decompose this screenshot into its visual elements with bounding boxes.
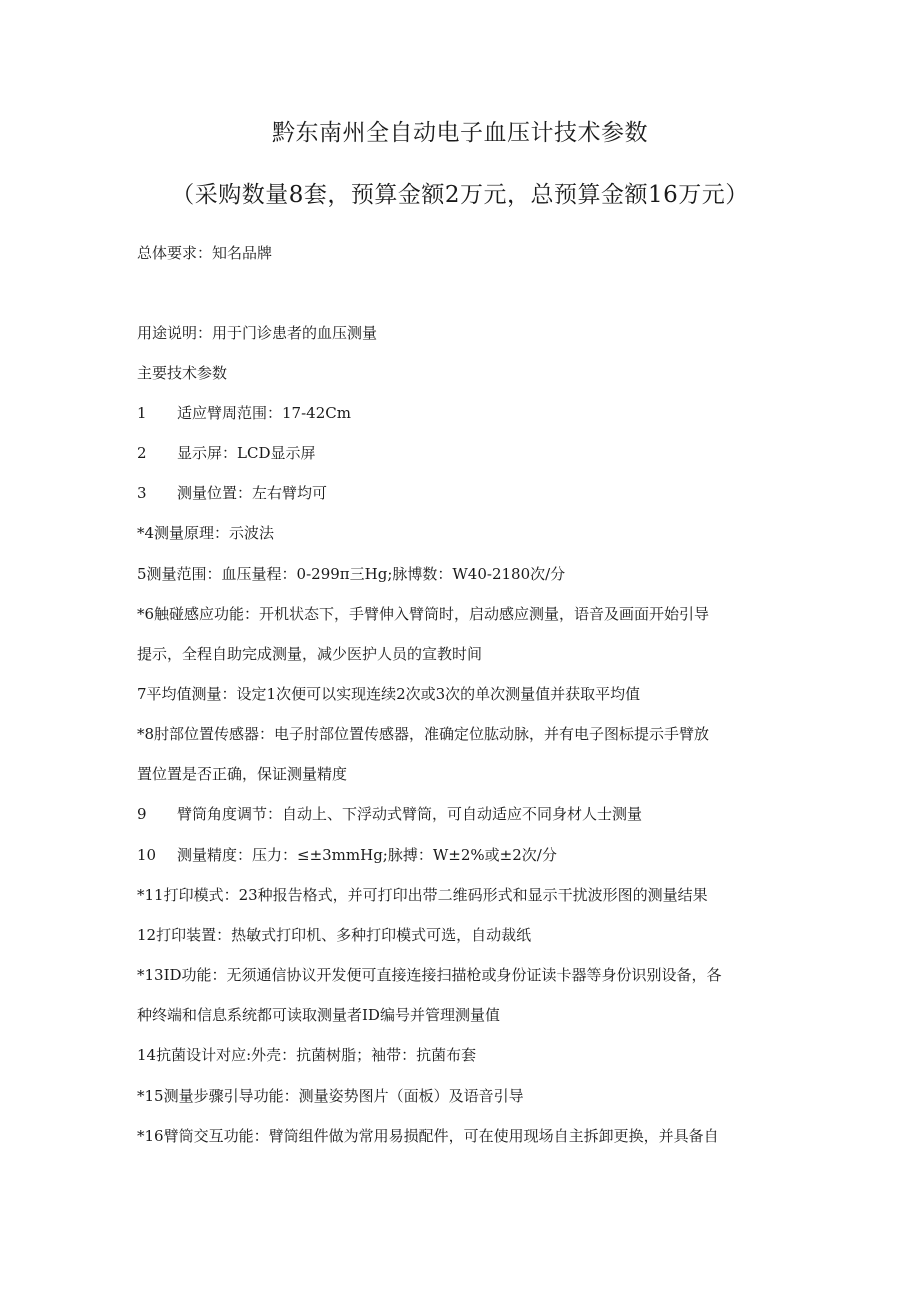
param-text: 适应臂周范围：17-42Cm	[177, 404, 351, 422]
main-params-heading: 主要技术参数	[137, 364, 228, 382]
param-text: 测量精度：压力：≤±3mmHg;脉搏：W±2%或±2次/分	[177, 846, 557, 864]
document-subtitle: （采购数量8套，预算金额2万元，总预算金额16万元）	[171, 182, 749, 208]
param-line: 种终端和信息系统都可读取测量者ID编号并管理测量值	[137, 1006, 500, 1024]
param-line: 5测量范围：血压量程：0-299π三Hg;脉博数：W40-2180次/分	[137, 565, 566, 583]
param-number: 2	[137, 444, 147, 462]
param-line: *16臂筒交互功能：臂筒组件做为常用易损配件，可在使用现场自主拆卸更换，并具备自	[137, 1127, 719, 1145]
param-number: 3	[137, 484, 147, 502]
param-item	[137, 844, 757, 866]
param-line: *4测量原理：示波法	[137, 524, 275, 542]
param-item	[137, 803, 757, 825]
param-item	[137, 482, 757, 504]
document-title: 黔东南州全自动电子血压计技术参数	[272, 120, 648, 146]
param-line: *6触碰感应功能：开机状态下，手臂伸入臂筒时，启动感应测量，语音及画面开始引导	[137, 605, 710, 623]
param-line: 提示，全程自助完成测量，减少医护人员的宣教时间	[137, 645, 483, 663]
param-line: *15测量步骤引导功能：测量姿势图片（面板）及语音引导	[137, 1087, 524, 1105]
param-number: 10	[137, 846, 157, 864]
param-line: *11打印模式：23种报告格式，并可打印出带二维码形式和显示干扰波形图的测量结果	[137, 886, 708, 904]
param-number: 9	[137, 805, 147, 823]
param-line: 12打印装置：热敏式打印机、多种打印模式可选，自动裁纸	[137, 926, 532, 944]
param-text: 测量位置：左右臂均可	[177, 484, 328, 502]
general-requirement: 总体要求：知名品牌	[137, 244, 273, 262]
param-number: 1	[137, 404, 147, 422]
param-line: *8肘部位置传感器：电子肘部位置传感器，准确定位肱动脉，并有电子图标提示手臂放	[137, 725, 710, 743]
param-line: 置位置是否正确，保证测量精度	[137, 765, 348, 783]
param-text: 臂筒角度调节：自动上、下浮动式臂筒，可自动适应不同身材人士测量	[177, 805, 643, 823]
param-line: 14抗菌设计对应:外壳：抗菌树脂；袖带：抗菌布套	[137, 1046, 477, 1064]
param-line: *13ID功能：无须通信协议开发便可直接连接扫描枪或身份证读卡器等身份识别设备，各	[137, 966, 722, 984]
param-text: 显示屏：LCD显示屏	[177, 444, 316, 462]
param-line: 7平均值测量：设定1次便可以实现连续2次或3次的单次测量值并获取平均值	[137, 685, 641, 703]
param-item	[137, 442, 757, 464]
param-item	[137, 402, 757, 424]
usage-description: 用途说明：用于门诊患者的血压测量	[137, 324, 378, 342]
